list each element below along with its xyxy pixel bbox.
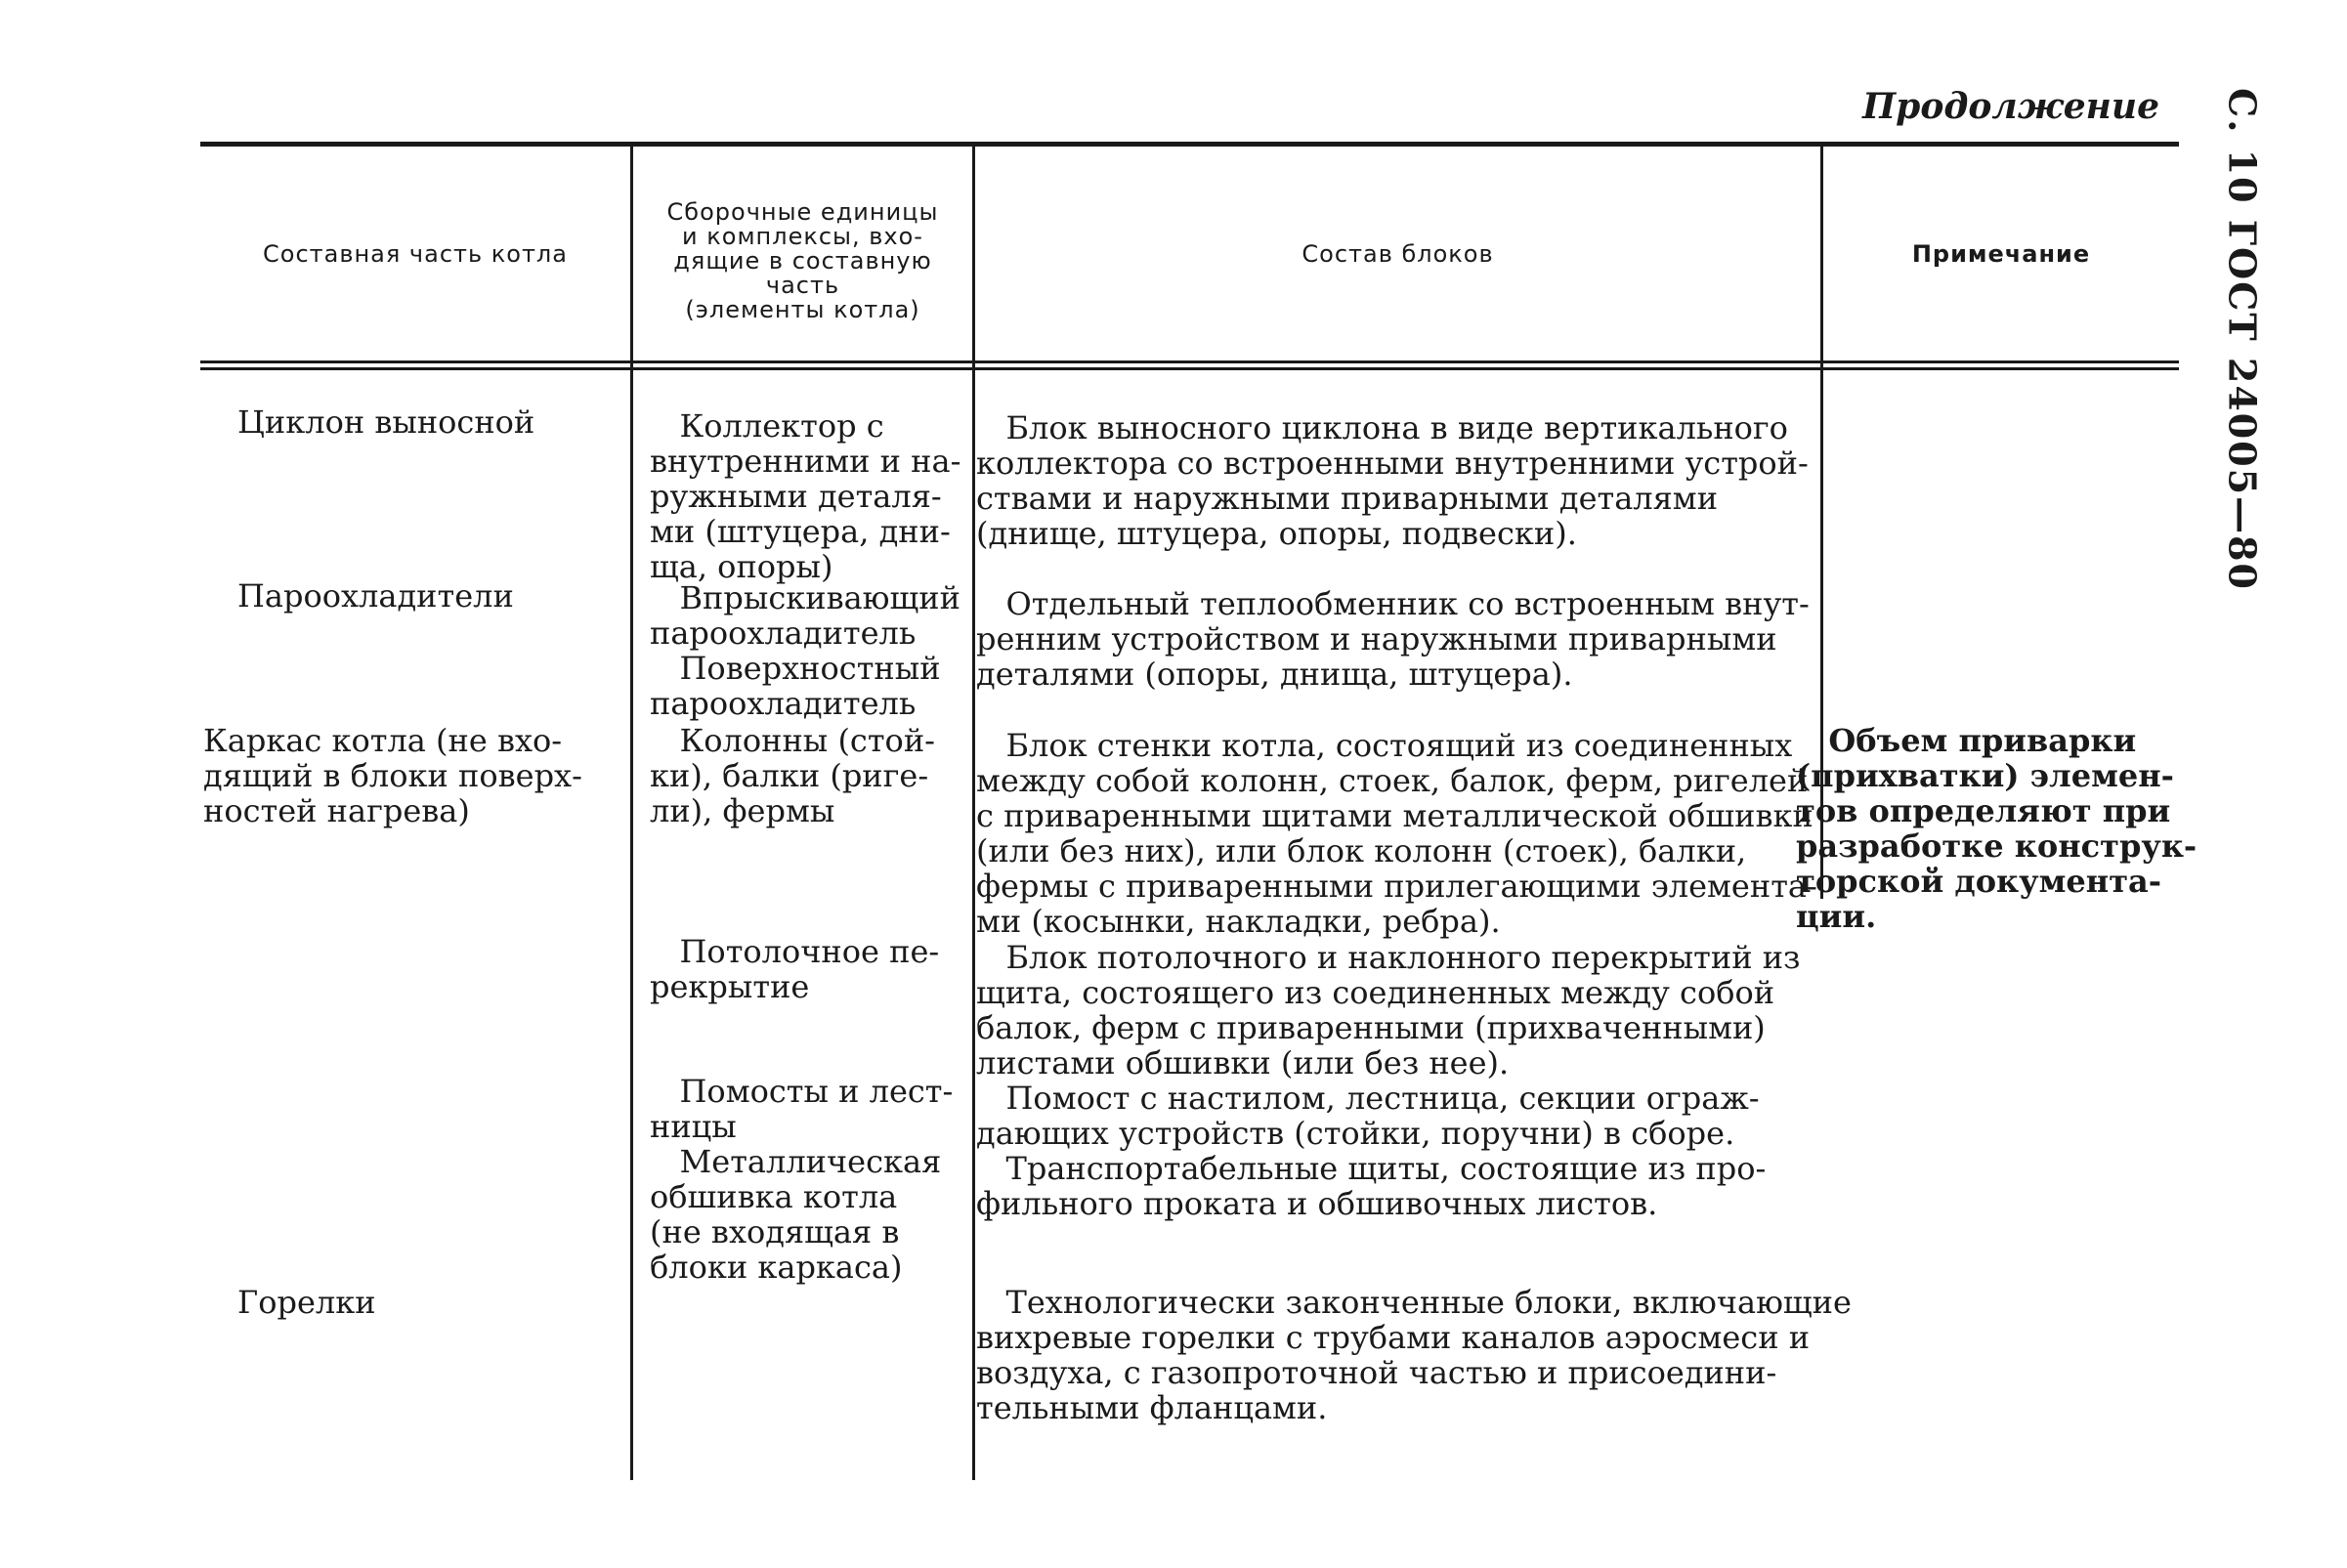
header-separator-rule-1	[200, 360, 2179, 363]
composition-heat-exchanger: Отдельный теплообменник со встроенным внут- ренним устройством и наружными приварными деталями (опоры, днища, штуцера).	[976, 585, 1810, 693]
header-part: Составная часть котла	[263, 239, 568, 268]
note-welding-volume: Объем приварки (прихватки) элемен- тов определяют при разработке конструк- торской документа- ции.	[1796, 722, 2198, 935]
header-separator-rule-2	[200, 367, 2179, 370]
composition-cyclone-block: Блок выносного циклона в виде вертикального коллектора со встроенными внутренними устрой- ствами и наружными приварными деталями (днище, штуцера, опоры, подвески).	[976, 409, 1809, 552]
part-cyclone: Циклон выносной	[237, 403, 535, 441]
continuation-label: Продолжение	[1862, 86, 2159, 127]
element-platforms-stairs: Помосты и лест- ницы	[650, 1073, 954, 1145]
composition-transport-panels: Транспортабельные щиты, состоящие из про- фильного проката и обшивочных листов.	[976, 1150, 1767, 1222]
composition-platform: Помост с настилом, лестница, секции ограж- дающих устройств (стойки, поручни) в сборе.	[976, 1080, 1760, 1152]
element-ceiling: Потолочное пе- рекрытие	[650, 933, 940, 1005]
composition-burner-blocks: Технологически законченные блоки, включающие вихревые горелки с трубами каналов аэросмеси и воздуха, с газопроточной частью и присоедини- тельными фланцами.	[976, 1284, 1852, 1426]
page-side-label	[2198, 88, 2286, 591]
part-burners: Горелки	[237, 1284, 376, 1321]
composition-wall-block: Блок стенки котла, состоящий из соединенных между собой колонн, стоек, балок, ферм, ригелей с приваренными щитами металлической обшивки (или без них), или блок колонн (стоек), балки, фермы с приваренными прилегающими элемента- ми (косынки, накладки, ребра).	[976, 727, 1817, 940]
header-composition: Состав блоков	[1302, 239, 1494, 268]
element-collector: Коллектор с внутренними и на- ружными деталя- ми (штуцера, дни- ща, опоры)	[650, 407, 961, 585]
column-divider-1	[630, 147, 633, 1480]
composition-ceiling-block: Блок потолочного и наклонного перекрытий из щита, состоящего из соединенных между собой балок, ферм с приваренными (прихваченными) листами обшивки (или без нее).	[976, 939, 1801, 1081]
element-surface-desuperheater: Поверхностный пароохладитель	[650, 650, 941, 722]
part-desuperheaters: Пароохладители	[237, 577, 514, 614]
gost-page-number: С. 10 ГОСТ 24005—80	[2220, 88, 2265, 591]
element-columns-beams: Колонны (стой- ки), балки (риге- ли), фермы	[650, 722, 935, 829]
element-spray-desuperheater: Впрыскивающий пароохладитель	[650, 579, 960, 652]
header-elements: Сборочные единицы и комплексы, вхо- дящие в составную часть (элементы котла)	[666, 197, 939, 323]
element-metal-casing: Металлическая обшивка котла (не входящая в блоки каркаса)	[650, 1143, 942, 1286]
part-frame: Каркас котла (не вхо- дящий в блоки поверх- ностей нагрева)	[203, 722, 582, 829]
header-note: Примечание	[1911, 239, 2091, 268]
